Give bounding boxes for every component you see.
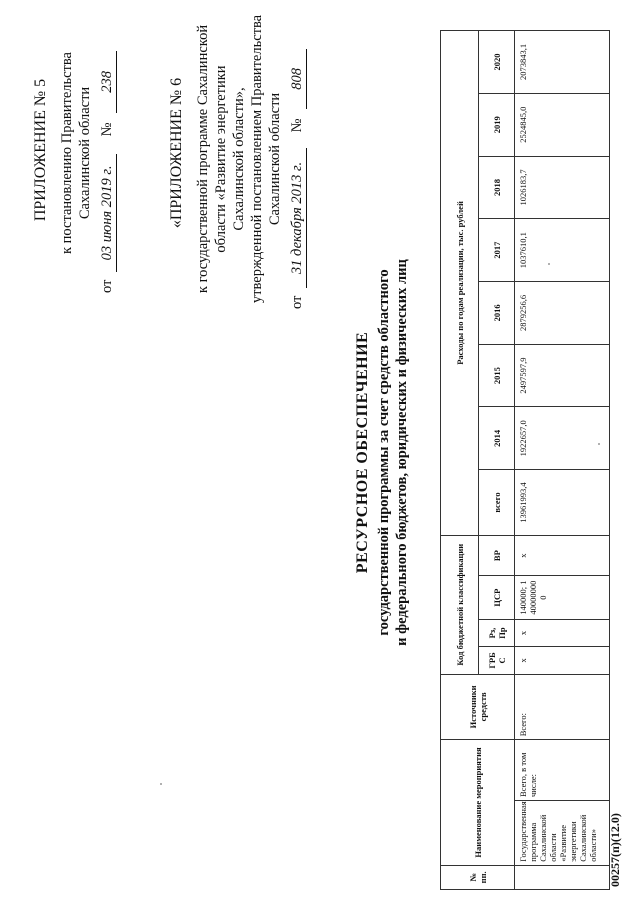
- row-value-cell: 2879256,6: [515, 282, 610, 345]
- col-year-header: 2020: [479, 31, 515, 94]
- row-num-cell: [515, 865, 610, 889]
- row-source-cell: Всего:: [515, 674, 610, 740]
- program-appendix-number: 808: [288, 49, 307, 109]
- col-year-header: 2014: [479, 407, 515, 470]
- col-vr-header: ВР: [479, 535, 515, 575]
- row-total-cell: 13961993,4: [515, 470, 610, 536]
- row-rzpr-cell: х: [515, 619, 610, 646]
- col-grbs-header: ГРБ С: [479, 647, 515, 674]
- col-name-header: Наименование мероприятия: [441, 740, 515, 865]
- row-value-cell: 2524845,0: [515, 93, 610, 156]
- appendix-date-line: [98, 13, 117, 293]
- col-year-header: 2019: [479, 93, 515, 156]
- row-value-cell: 1922657,0: [515, 407, 610, 470]
- appendix-number: 238: [98, 51, 117, 113]
- scan-speck: [548, 263, 550, 265]
- program-appendix-date-line: [288, 9, 307, 309]
- appendix-date: 03 июня 2019 г.: [98, 154, 117, 272]
- appendix-title: ПРИЛОЖЕНИЕ № 5: [32, 78, 49, 222]
- scan-speck: [160, 783, 162, 785]
- row-value-cell: 1026183,7: [515, 156, 610, 219]
- row-csr-cell: 140000; 1400000000: [515, 576, 610, 620]
- program-appendix-line-3: Сахалинской области»,: [231, 87, 247, 231]
- col-expenses-header: Расходы по годам реализации, тыс. рублей: [441, 31, 479, 536]
- document-subheading-1: государственной программы за счет средств областного: [376, 269, 392, 636]
- table-row: [515, 31, 610, 890]
- row-value-cell: 1037610,1: [515, 219, 610, 282]
- appendix-line-1: к постановлению Правительства: [59, 52, 75, 254]
- program-appendix-line-1: к государственной программе Сахалинской: [195, 24, 211, 294]
- col-budget-code-header: Код бюджетной классификации: [441, 535, 479, 674]
- appendix-number-sign: №: [99, 122, 115, 137]
- col-total-header: всего: [479, 470, 515, 536]
- col-year-header: 2018: [479, 156, 515, 219]
- resource-table: [440, 30, 610, 890]
- program-appendix-line-4: утвержденной постановлением Правительства: [249, 14, 265, 304]
- row-name-cell: Государственная программа Сахалинской области «Развитие энергетики Сахалинской области»: [515, 800, 610, 865]
- row-value-cell: 2073843,1: [515, 31, 610, 94]
- col-num-header: № пп.: [441, 865, 515, 889]
- col-sources-header: Источники средств: [441, 674, 515, 740]
- col-rzpr-header: Рз, Пр: [479, 619, 515, 646]
- appendix-date-prefix: от: [99, 279, 115, 293]
- program-appendix-date-prefix: от: [289, 295, 305, 309]
- document-heading: РЕСУРСНОЕ ОБЕСПЕЧЕНИЕ: [354, 331, 371, 574]
- scan-speck: [598, 443, 600, 445]
- footer-form-code: 00257(п)(12.0): [608, 813, 622, 887]
- appendix-line-2: Сахалинской области: [77, 86, 93, 220]
- row-value-cell: 2497597,9: [515, 344, 610, 407]
- col-csr-header: ЦСР: [479, 576, 515, 620]
- program-appendix-line-5: Сахалинской области: [267, 92, 283, 226]
- program-appendix-date: 31 декабря 2013 г.: [288, 148, 307, 288]
- row-vr-cell: х: [515, 535, 610, 575]
- row-grbs-cell: х: [515, 647, 610, 674]
- program-appendix-number-sign: №: [289, 118, 305, 133]
- row-scope-cell: Всего, в том числе:: [515, 740, 610, 801]
- program-appendix-line-2: области «Развитие энергетики: [213, 65, 229, 253]
- program-appendix-title: «ПРИЛОЖЕНИЕ № 6: [168, 77, 185, 229]
- col-year-header: 2015: [479, 344, 515, 407]
- col-year-header: 2017: [479, 219, 515, 282]
- col-year-header: 2016: [479, 282, 515, 345]
- document-subheading-2: и федерального бюджетов, юридических и физических лиц: [394, 259, 410, 646]
- table-header-row-1: [441, 31, 479, 890]
